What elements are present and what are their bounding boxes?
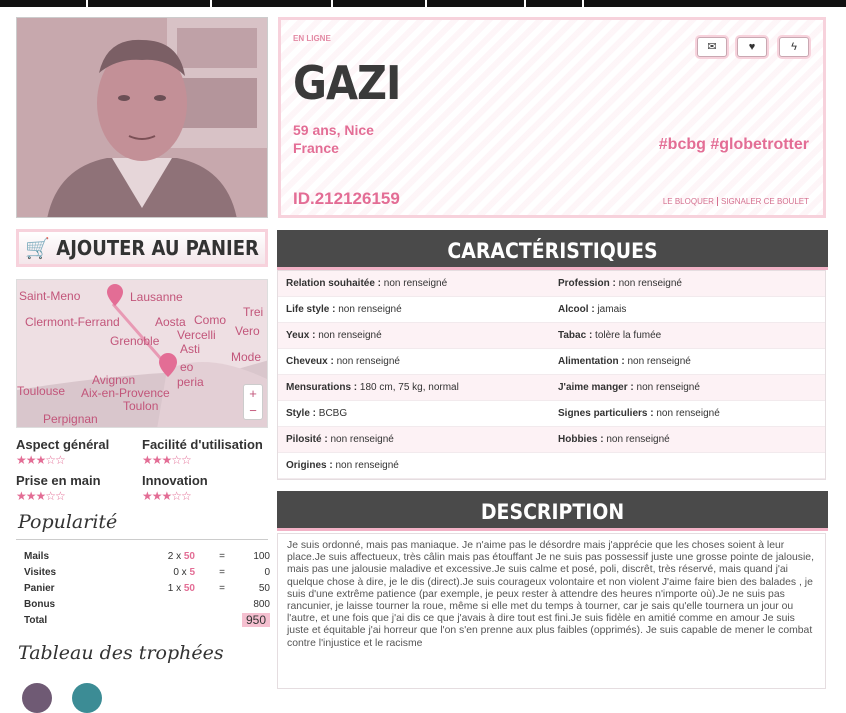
- table-row: Yeux : non renseigné Tabac : tolère la fumée: [278, 323, 825, 349]
- profile-links: [663, 197, 809, 206]
- message-icon: ✉: [707, 41, 717, 53]
- characteristics-header: CARACTÉRISTIQUES: [277, 230, 828, 270]
- online-status: EN LIGNE: [293, 34, 331, 43]
- table-row: Relation souhaitée : non renseigné Profession : non renseigné: [278, 271, 825, 297]
- rating-usability: Facilité d'utilisation ★★★☆☆: [142, 437, 263, 467]
- total-score: 950: [242, 613, 270, 627]
- profile-photo: [16, 17, 268, 218]
- zoom-out-button[interactable]: −: [249, 403, 257, 418]
- report-link[interactable]: SIGNALER CE BOULET: [717, 197, 809, 206]
- profile-card: [278, 17, 826, 218]
- trophies-title: Tableau des trophées: [18, 642, 224, 664]
- table-row: Mensurations : 180 cm, 75 kg, normal J'aime manger : non renseigné: [278, 375, 825, 401]
- popularity-table: [16, 539, 268, 632]
- table-row: Life style : non renseigné Alcool : jamais: [278, 297, 825, 323]
- message-button[interactable]: [697, 37, 727, 57]
- star-rating: ★★★☆☆: [16, 489, 65, 503]
- table-row: Visites 0 x 5 = 0: [24, 566, 270, 578]
- profile-name: GAZI: [293, 56, 401, 110]
- table-row: Pilosité : non renseigné Hobbies : non renseigné: [278, 427, 825, 453]
- flash-button[interactable]: [779, 37, 809, 57]
- profile-age-location: 59 ans, Nice France: [293, 122, 374, 156]
- star-rating: ★★★☆☆: [142, 453, 191, 467]
- location-map[interactable]: Saint-Meno Lausanne Clermont-Ferrand Aosta Como Vercelli Trei Grenoble Asti Vero Mode Avignon Aix-en-Provence Toulon Toulouse Perpignan eo peria + −: [16, 279, 268, 428]
- rating-handling: Prise en main ★★★☆☆: [16, 473, 101, 503]
- trophy-badge-icon[interactable]: [22, 683, 52, 713]
- description-text: Je suis ordonné, mais pas maniaque. Je n'aime pas le désordre mais j'apprécie que les choses soient à leur place.Je suis affectueux, très câlin mais pas étouffant Je ne suis pas possessif juste une grosse pointe de jalousie, mais pas une jalousie maladive et excessive.Je suis calme et posé, poli, discrêt, très réservé, mais quand j'ai quelque chose à dire, je le dis (direct).Je suis courageux volontaire et non violent J'aime faire bien des balades , je suis d'une extrême patience (par exemple, je peux rester à attendre des heures n'importe où).Je ne suis pas rancunier, je laisse tourner la roue, même si elle met du temps à tourner, car je sais qu'elle tournera un jour ou l'autre, et une fois que j'ai dis ce que j'avais à dire tout est fini.Je suis fidèle en amitié comme en amour Je suis juste et équitable j'ai horreur que l'on s'en prenne aux plus faibles (opprimés). Je suis capable de mener le combat contre l'injustice et le racisme: [277, 533, 826, 689]
- popularity-title: Popularité: [18, 511, 118, 533]
- table-row: Total 950: [24, 612, 270, 628]
- star-rating: ★★★☆☆: [142, 489, 191, 503]
- heart-icon: ♥: [748, 41, 756, 53]
- description-header: DESCRIPTION: [277, 491, 828, 531]
- add-to-cart-label: AJOUTER AU PANIER: [56, 236, 259, 260]
- favorite-button[interactable]: [737, 37, 767, 57]
- rating-aspect: Aspect général ★★★☆☆: [16, 437, 110, 467]
- profile-tags: #bcbg #globetrotter: [658, 136, 809, 153]
- star-rating: ★★★☆☆: [16, 453, 65, 467]
- table-row: Origines : non renseigné: [278, 453, 825, 479]
- table-row: Bonus 800: [24, 598, 270, 610]
- table-row: Cheveux : non renseigné Alimentation : non renseigné: [278, 349, 825, 375]
- table-row: Panier 1 x 50 = 50: [24, 582, 270, 594]
- flash-icon: ϟ: [791, 41, 797, 53]
- zoom-in-button[interactable]: +: [249, 386, 257, 401]
- rating-innovation: Innovation ★★★☆☆: [142, 473, 208, 503]
- profile-id: ID.212126159: [293, 189, 400, 208]
- table-row: Style : BCBG Signes particuliers : non renseigné: [278, 401, 825, 427]
- trophy-badge-icon[interactable]: [72, 683, 102, 713]
- top-navigation-bar[interactable]: [0, 0, 846, 7]
- cart-icon: 🛒: [25, 236, 51, 260]
- table-row: Mails 2 x 50 = 100: [24, 550, 270, 562]
- block-link[interactable]: LE BLOQUER: [662, 197, 714, 206]
- characteristics-table: [277, 270, 826, 480]
- map-zoom-control[interactable]: [243, 384, 263, 420]
- add-to-cart-button[interactable]: [16, 229, 268, 267]
